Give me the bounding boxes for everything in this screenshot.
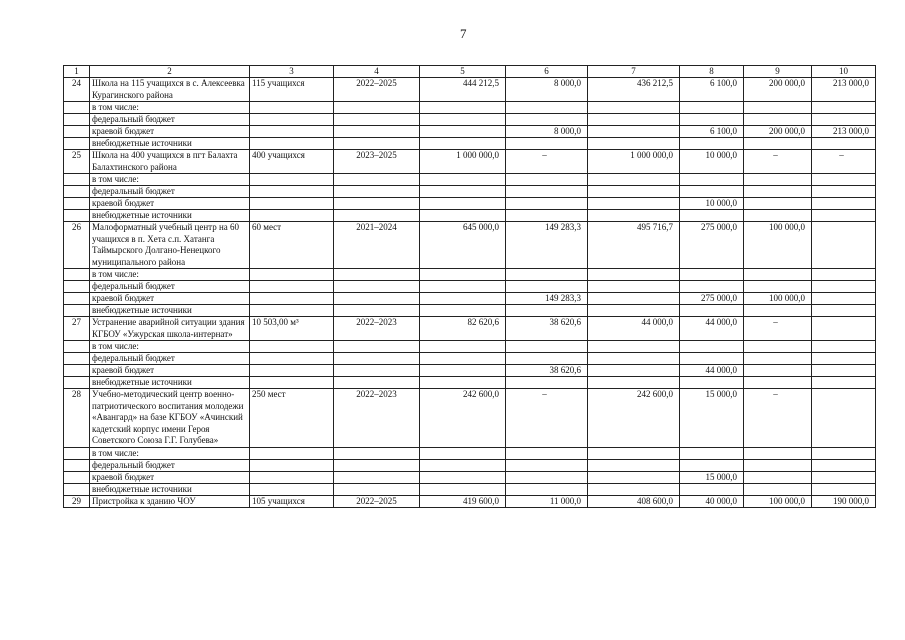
object-row [64,78,876,102]
col6-value-cell: 38 620,6 [506,317,588,341]
period-cell [334,483,420,495]
col6-value-cell: 8 000,0 [506,78,588,102]
total-cost-cell: 444 212,5 [420,78,506,102]
col9-value-cell [744,102,812,114]
object-name-cell: Школа на 400 учащихся в пгт Балахта Балахтинского района [90,150,250,174]
col8-value-cell: 275 000,0 [680,293,744,305]
capacity-cell [250,114,334,126]
col9-value-cell [744,365,812,377]
col6-value-cell [506,377,588,389]
total-cost-cell: 419 600,0 [420,495,506,508]
col6-value-cell [506,471,588,483]
col6-value-cell: 11 000,0 [506,495,588,508]
col9-value-cell [744,341,812,353]
col6-value-cell [506,138,588,150]
col7-value-cell [588,483,680,495]
header-cell: 6 [506,66,588,78]
funding-subrow [64,447,876,459]
object-name-cell: федеральный бюджет [90,186,250,198]
row-number-cell [64,114,90,126]
capacity-cell: 10 503,00 м³ [250,317,334,341]
object-name-cell: краевой бюджет [90,198,250,210]
object-name-cell: в том числе: [90,269,250,281]
col8-value-cell [680,305,744,317]
col9-value-cell [744,447,812,459]
funding-subrow [64,293,876,305]
col10-value-cell [812,293,876,305]
row-number-cell: 29 [64,495,90,508]
object-name-cell: в том числе: [90,174,250,186]
object-name-cell: Пристройка к зданию ЧОУ [90,495,250,508]
col8-value-cell [680,114,744,126]
object-row [64,222,876,269]
row-number-cell [64,353,90,365]
capacity-cell [250,447,334,459]
col7-value-cell [588,305,680,317]
col10-value-cell [812,305,876,317]
col8-value-cell [680,138,744,150]
col10-value-cell [812,447,876,459]
capacity-cell [250,377,334,389]
col8-value-cell: 275 000,0 [680,222,744,269]
object-name-cell: федеральный бюджет [90,353,250,365]
row-number-cell [64,269,90,281]
period-cell: 2022–2025 [334,78,420,102]
header-row [64,66,876,78]
funding-subrow [64,365,876,377]
col9-value-cell [744,114,812,126]
capacity-cell [250,210,334,222]
total-cost-cell [420,305,506,317]
col10-value-cell [812,114,876,126]
col7-value-cell [588,174,680,186]
col10-value-cell [812,138,876,150]
total-cost-cell [420,138,506,150]
capacity-cell [250,281,334,293]
total-cost-cell [420,210,506,222]
period-cell [334,126,420,138]
object-name-cell: в том числе: [90,341,250,353]
object-name-cell: краевой бюджет [90,471,250,483]
col9-value-cell: 100 000,0 [744,495,812,508]
funding-subrow [64,353,876,365]
period-cell: 2022–2023 [334,317,420,341]
row-number-cell: 28 [64,389,90,448]
col6-value-cell: 149 283,3 [506,293,588,305]
object-row [64,317,876,341]
total-cost-cell [420,114,506,126]
funding-subrow [64,281,876,293]
col8-value-cell: 44 000,0 [680,365,744,377]
col7-value-cell: 242 600,0 [588,389,680,448]
col9-value-cell: – [744,150,812,174]
row-number-cell [64,341,90,353]
col6-value-cell [506,305,588,317]
capacity-cell [250,138,334,150]
col10-value-cell [812,198,876,210]
col7-value-cell [588,210,680,222]
funding-subrow [64,305,876,317]
col10-value-cell [812,459,876,471]
row-number-cell [64,483,90,495]
header-cell: 5 [420,66,506,78]
col8-value-cell: 6 100,0 [680,126,744,138]
col7-value-cell [588,365,680,377]
period-cell: 2022–2025 [334,495,420,508]
row-number-cell [64,198,90,210]
col6-value-cell [506,353,588,365]
total-cost-cell [420,447,506,459]
col10-value-cell [812,471,876,483]
col8-value-cell [680,447,744,459]
col6-value-cell: 8 000,0 [506,126,588,138]
total-cost-cell [420,198,506,210]
object-name-cell: краевой бюджет [90,126,250,138]
funding-subrow [64,114,876,126]
col9-value-cell [744,459,812,471]
capacity-cell [250,198,334,210]
total-cost-cell [420,377,506,389]
col10-value-cell [812,365,876,377]
funding-subrow [64,459,876,471]
col8-value-cell [680,210,744,222]
col8-value-cell [680,459,744,471]
col8-value-cell [680,281,744,293]
capacity-cell: 60 мест [250,222,334,269]
capacity-cell: 105 учащихся [250,495,334,508]
col7-value-cell [588,198,680,210]
object-name-cell: федеральный бюджет [90,114,250,126]
row-number-cell [64,305,90,317]
col7-value-cell: 436 212,5 [588,78,680,102]
col7-value-cell [588,459,680,471]
col10-value-cell [812,269,876,281]
col10-value-cell: 213 000,0 [812,78,876,102]
capacity-cell: 250 мест [250,389,334,448]
col6-value-cell [506,281,588,293]
col9-value-cell [744,305,812,317]
row-number-cell [64,365,90,377]
total-cost-cell [420,353,506,365]
row-number-cell [64,186,90,198]
header-cell: 8 [680,66,744,78]
col8-value-cell: 10 000,0 [680,150,744,174]
header-cell: 1 [64,66,90,78]
total-cost-cell [420,174,506,186]
col6-value-cell [506,198,588,210]
col8-value-cell [680,102,744,114]
col10-value-cell [812,281,876,293]
object-name-cell: федеральный бюджет [90,281,250,293]
col9-value-cell: 200 000,0 [744,78,812,102]
object-row [64,389,876,448]
funding-subrow [64,471,876,483]
period-cell [334,447,420,459]
capacity-cell [250,471,334,483]
col6-value-cell: 149 283,3 [506,222,588,269]
period-cell [334,269,420,281]
header-cell: 7 [588,66,680,78]
row-number-cell [64,138,90,150]
col7-value-cell [588,293,680,305]
col7-value-cell: 408 600,0 [588,495,680,508]
funding-subrow [64,102,876,114]
col9-value-cell [744,186,812,198]
col10-value-cell [812,353,876,365]
capacity-cell [250,102,334,114]
row-number-cell [64,459,90,471]
object-name-cell: в том числе: [90,102,250,114]
col7-value-cell [588,377,680,389]
col8-value-cell: 10 000,0 [680,198,744,210]
row-number-cell: 26 [64,222,90,269]
object-name-cell: Устранение аварийной ситуации здания КГБОУ «Ужурская школа-интернат» [90,317,250,341]
col6-value-cell [506,459,588,471]
col10-value-cell [812,317,876,341]
funding-subrow [64,198,876,210]
row-number-cell [64,174,90,186]
col6-value-cell [506,447,588,459]
total-cost-cell [420,126,506,138]
total-cost-cell [420,459,506,471]
total-cost-cell [420,365,506,377]
funding-subrow [64,377,876,389]
col9-value-cell [744,210,812,222]
object-row [64,495,876,508]
row-number-cell [64,102,90,114]
row-number-cell [64,471,90,483]
header-cell: 2 [90,66,250,78]
total-cost-cell [420,341,506,353]
col8-value-cell [680,186,744,198]
col10-value-cell [812,174,876,186]
col10-value-cell: 213 000,0 [812,126,876,138]
col6-value-cell [506,114,588,126]
col6-value-cell [506,102,588,114]
col8-value-cell [680,269,744,281]
col8-value-cell [680,377,744,389]
total-cost-cell: 82 620,6 [420,317,506,341]
col7-value-cell [588,281,680,293]
total-cost-cell: 1 000 000,0 [420,150,506,174]
period-cell [334,186,420,198]
period-cell [334,281,420,293]
header-cell: 10 [812,66,876,78]
period-cell [334,459,420,471]
header-cell: 3 [250,66,334,78]
period-cell: 2021–2024 [334,222,420,269]
col7-value-cell: 44 000,0 [588,317,680,341]
col9-value-cell: 200 000,0 [744,126,812,138]
object-name-cell: краевой бюджет [90,365,250,377]
row-number-cell: 27 [64,317,90,341]
row-number-cell [64,126,90,138]
period-cell [334,471,420,483]
col10-value-cell [812,186,876,198]
col7-value-cell [588,269,680,281]
col10-value-cell [812,341,876,353]
object-name-cell: внебюджетные источники [90,483,250,495]
row-number-cell [64,377,90,389]
object-name-cell: внебюджетные источники [90,377,250,389]
col9-value-cell: – [744,389,812,448]
object-name-cell: краевой бюджет [90,293,250,305]
col6-value-cell [506,341,588,353]
col7-value-cell [588,186,680,198]
col10-value-cell [812,483,876,495]
col7-value-cell: 1 000 000,0 [588,150,680,174]
col8-value-cell [680,341,744,353]
total-cost-cell: 645 000,0 [420,222,506,269]
row-number-cell [64,293,90,305]
object-name-cell: Школа на 115 учащихся в с. Алексеевка Курагинского района [90,78,250,102]
capacity-cell [250,365,334,377]
investment-table [63,65,876,508]
col9-value-cell: – [744,317,812,341]
period-cell [334,114,420,126]
col9-value-cell [744,353,812,365]
col10-value-cell: – [812,150,876,174]
capacity-cell [250,186,334,198]
col6-value-cell: – [506,389,588,448]
funding-subrow [64,483,876,495]
period-cell [334,174,420,186]
col9-value-cell [744,174,812,186]
period-cell [334,377,420,389]
total-cost-cell [420,293,506,305]
total-cost-cell [420,281,506,293]
capacity-cell [250,305,334,317]
capacity-cell [250,126,334,138]
col7-value-cell [588,353,680,365]
period-cell [334,353,420,365]
col10-value-cell [812,210,876,222]
col7-value-cell [588,102,680,114]
funding-subrow [64,126,876,138]
total-cost-cell [420,102,506,114]
col6-value-cell [506,483,588,495]
col10-value-cell: 190 000,0 [812,495,876,508]
col9-value-cell [744,483,812,495]
object-name-cell: федеральный бюджет [90,459,250,471]
col6-value-cell [506,269,588,281]
col8-value-cell: 6 100,0 [680,78,744,102]
col9-value-cell [744,198,812,210]
col9-value-cell [744,471,812,483]
header-cell: 9 [744,66,812,78]
col7-value-cell [588,138,680,150]
funding-subrow [64,341,876,353]
period-cell [334,138,420,150]
row-number-cell [64,210,90,222]
funding-subrow [64,269,876,281]
col8-value-cell: 40 000,0 [680,495,744,508]
col10-value-cell [812,389,876,448]
object-row [64,150,876,174]
col7-value-cell [588,447,680,459]
col9-value-cell [744,377,812,389]
period-cell [334,341,420,353]
col6-value-cell [506,210,588,222]
col8-value-cell [680,353,744,365]
funding-subrow [64,138,876,150]
col9-value-cell [744,138,812,150]
col9-value-cell [744,269,812,281]
total-cost-cell [420,186,506,198]
object-name-cell: внебюджетные источники [90,210,250,222]
col7-value-cell [588,471,680,483]
col9-value-cell: 100 000,0 [744,293,812,305]
object-name-cell: Учебно-методический центр военно-патриотического воспитания молодежи «Авангард» на базе КГБОУ «Ачинский кадетский корпус имени Героя Советского Союза Г.Г. Голубева» [90,389,250,448]
period-cell [334,102,420,114]
col7-value-cell: 495 716,7 [588,222,680,269]
col9-value-cell: 100 000,0 [744,222,812,269]
col8-value-cell: 15 000,0 [680,389,744,448]
col8-value-cell [680,174,744,186]
col10-value-cell [812,222,876,269]
capacity-cell [250,353,334,365]
row-number-cell [64,447,90,459]
capacity-cell: 115 учащихся [250,78,334,102]
capacity-cell [250,341,334,353]
period-cell [334,365,420,377]
row-number-cell [64,281,90,293]
col10-value-cell [812,102,876,114]
total-cost-cell [420,471,506,483]
capacity-cell [250,269,334,281]
period-cell [334,210,420,222]
capacity-cell [250,174,334,186]
total-cost-cell: 242 600,0 [420,389,506,448]
capacity-cell [250,459,334,471]
row-number-cell: 25 [64,150,90,174]
capacity-cell [250,483,334,495]
col8-value-cell [680,483,744,495]
period-cell: 2023–2025 [334,150,420,174]
funding-subrow [64,186,876,198]
page-number: 7 [460,26,467,41]
period-cell [334,198,420,210]
row-number-cell: 24 [64,78,90,102]
col7-value-cell [588,126,680,138]
object-name-cell: внебюджетные источники [90,138,250,150]
capacity-cell: 400 учащихся [250,150,334,174]
object-name-cell: Малоформатный учебный центр на 60 учащихся в п. Хета с.п. Хатанга Таймырского Долгано-Ненецкого муниципального района [90,222,250,269]
col7-value-cell [588,341,680,353]
capacity-cell [250,293,334,305]
col6-value-cell [506,186,588,198]
col9-value-cell [744,281,812,293]
period-cell [334,305,420,317]
total-cost-cell [420,483,506,495]
col6-value-cell: 38 620,6 [506,365,588,377]
col8-value-cell: 44 000,0 [680,317,744,341]
header-cell: 4 [334,66,420,78]
period-cell: 2022–2023 [334,389,420,448]
object-name-cell: в том числе: [90,447,250,459]
total-cost-cell [420,269,506,281]
col6-value-cell: – [506,150,588,174]
col7-value-cell [588,114,680,126]
col8-value-cell: 15 000,0 [680,471,744,483]
col6-value-cell [506,174,588,186]
period-cell [334,293,420,305]
object-name-cell: внебюджетные источники [90,305,250,317]
col10-value-cell [812,377,876,389]
funding-subrow [64,174,876,186]
funding-subrow [64,210,876,222]
